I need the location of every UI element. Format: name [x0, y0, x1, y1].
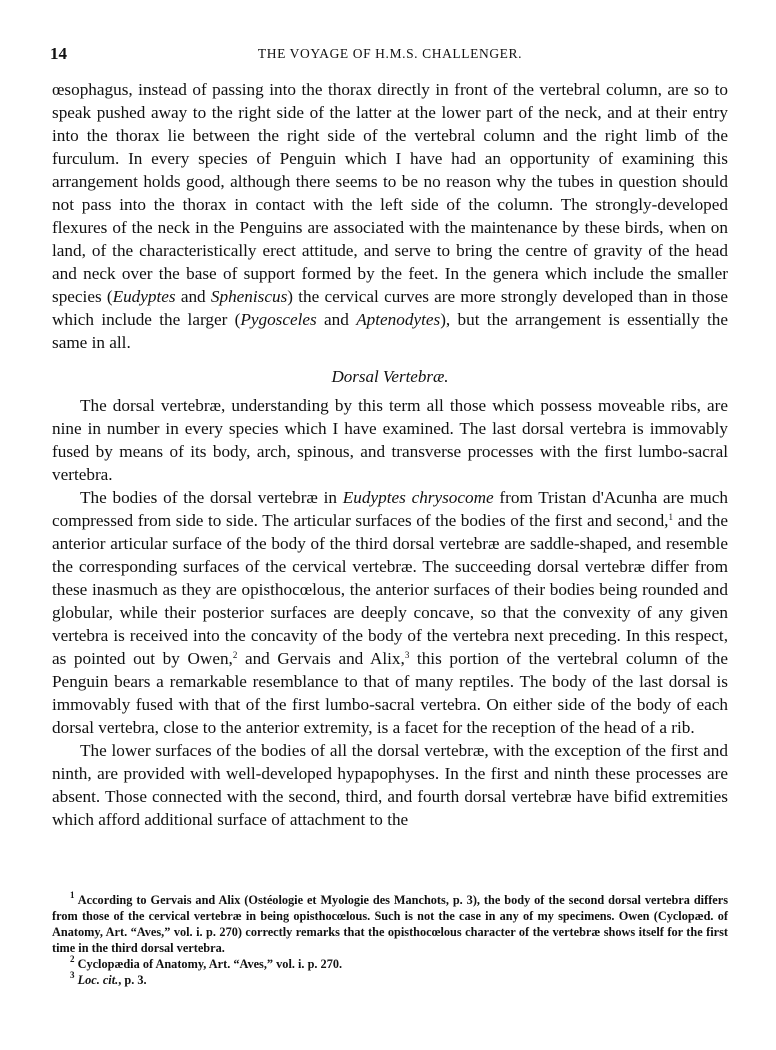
- paragraph: The lower surfaces of the bodies of all the dorsal vertebræ, with the exception of the first and ninth, are provided with well-developed hypapophyses. In the first and ninth these processes are absent. Those connected with the second, third, and fourth dorsal vertebræ have bifid extremities which afford additional surface of attachment to the: [52, 741, 728, 829]
- footnote-ref: 3: [404, 650, 410, 660]
- paragraph-continuation: [52, 78, 728, 354]
- page-header: [52, 44, 728, 64]
- paragraph: The dorsal vertebræ, understanding by this term all those which possess moveable ribs, are nine in number in every species which I have examined. The last dorsal vertebra is immovably fused by means of its body, arch, spinous, and transverse processes with the first lumbo-sacral vertebra.: [52, 396, 728, 484]
- species-name: Eudyptes chrysocome: [342, 488, 494, 507]
- text-run: and the anterior articular surface of the body of the third dorsal vertebræ are saddle-shaped, and resemble the corresponding surfaces of the cervical vertebræ. The succeeding dorsal vertebræ differ from these inasmuch as they are opisthocœlous, the anterior surfaces of their bodies being rounded and globular, while their posterior surfaces are deeply concave, so that the convexity of any given vertebra is received into the concavity of the body of the vertebra next preceding. In this respect, as pointed out by Owen,: [52, 511, 728, 668]
- footnote: [52, 972, 728, 988]
- text-run: and Gervais and Alix,: [237, 649, 405, 668]
- running-title: THE VOYAGE OF H.M.S. CHALLENGER.: [257, 46, 523, 61]
- body-text: [52, 78, 728, 831]
- footnote: [52, 892, 728, 956]
- text-run: and: [316, 310, 357, 329]
- footnote-mark: 2: [70, 954, 75, 964]
- footnote-text: Cyclopædia of Anatomy, Art. “Aves,” vol. i. p. 270.: [74, 957, 343, 971]
- section-heading: Dorsal Vertebræ.: [331, 367, 449, 386]
- text-run: and: [175, 287, 211, 306]
- text-run: The bodies of the dorsal vertebræ in: [80, 488, 343, 507]
- footnote-mark: 3: [70, 970, 75, 980]
- footnote-ref: 2: [232, 650, 238, 660]
- text-run: ) the cervical curves are more strongly developed than in those which include the larger (: [52, 287, 729, 329]
- genus-name: Eudyptes: [112, 287, 176, 306]
- footnotes: [52, 892, 728, 988]
- footnote-text: , p. 3.: [118, 973, 147, 987]
- genus-name: Pygosceles: [240, 310, 317, 329]
- page-number: 14: [50, 44, 67, 63]
- footnote-mark: 1: [70, 890, 75, 900]
- text-run: from Tristan d'Acunha are much compressed from side to side. The articular surfaces of the bodies of the first and second,: [52, 488, 728, 530]
- footnote: [52, 956, 728, 972]
- text-run: œsophagus, instead of passing into the thorax directly in front of the vertebral column, are so to speak pushed away to the right side of the latter at the lower part of the neck, and at their entry into the thorax lie between the right side of the vertebral column and the right limb of the furculum. In every species of Penguin which I have had an opportunity of examining this arrangement holds good, although there seems to be no reason why the tubes in question should not pass into the thorax in contact with the left side of the column. The strongly-developed flexures of the neck in the Penguins are associated with the maintenance by these birds, when on land, of the characteristically erect attitude, and serve to bring the centre of gravity of the head and neck over the base of support formed by the feet. In the genera which include the smaller species (: [52, 80, 728, 306]
- paragraph: [52, 486, 728, 739]
- footnote-ref: 1: [668, 512, 673, 522]
- genus-name: Aptenodytes: [356, 310, 441, 329]
- genus-name: Spheniscus: [210, 287, 288, 306]
- footnote-italic: Loc. cit.: [77, 973, 119, 987]
- text-run: this portion of the vertebral column of the Penguin bears a remarkable resemblance to that of many reptiles. The body of the last dorsal is immovably fused with that of the first lumbo-sacral vertebra. On either side of the body of each dorsal vertebra, close to the anterior extremity, is a facet for the reception of the head of a rib.: [52, 649, 728, 737]
- footnote-text: According to Gervais and Alix (Ostéologie et Myologie des Manchots, p. 3), the body of the second dorsal vertebra differs from those of the cervical vertebræ in being opisthocœlous. Such is not the case in any of my specimens. Owen (Cyclopæd. of Anatomy, Art. “Aves,” vol. i. p. 270) correctly remarks that the opisthocœlous character of the vertebræ shows itself for the first time in the third dorsal vertebra.: [52, 893, 728, 955]
- text-run: ), but the arrangement is essentially the same in all.: [52, 310, 728, 352]
